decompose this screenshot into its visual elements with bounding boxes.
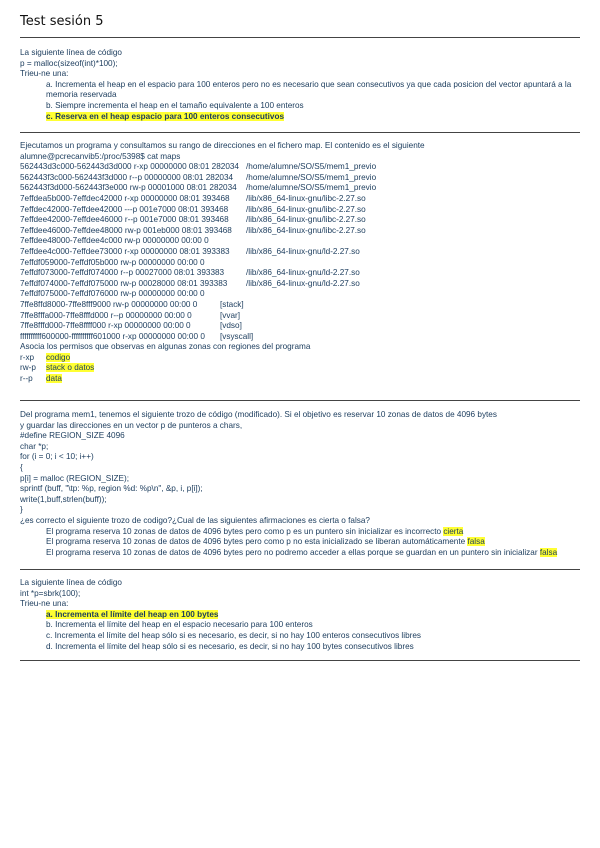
maps-row [20,311,586,322]
maps-row [20,215,586,226]
maps-row [20,205,586,216]
maps-address: 562443f3d000-562443f3e000 rw-p 00001000 08:01 282034 [20,183,237,193]
q3-intro: Del programa mem1, tenemos el siguiente trozo de código (modificado). Si el objetivo es reservar 10 zonas de datos de 4096 bytes [20,410,497,419]
maps-path: [stack] [220,299,244,309]
q1-instruction: Trieu-ne una: [20,69,69,79]
answer-falsa: falsa [539,547,558,557]
maps-row [20,332,586,343]
maps-row [20,321,586,332]
perm-region: stack o datos [46,363,95,373]
q1-intro: La siguiente línea de código [20,48,122,57]
maps-address: 7effdee4c000-7effdee73000 r-xp 00000000 08:01 393383 [20,246,230,256]
q1-option-c-answer: c. Reserva en el heap espacio para 100 enteros consecutivos [46,111,285,121]
code-line: p[i] = malloc (REGION_SIZE); [20,473,129,483]
q4-code: int *p=sbrk(100); [20,588,81,598]
maps-address: 7effdf073000-7effdf074000 r--p 00027000 08:01 393383 [20,268,225,278]
perm-flag: r-xp [20,352,35,362]
q2-assoc: Asocia los permisos que observas en algunas zonas con regiones del programa [20,342,311,352]
maps-path: /home/alumne/SO/S5/mem1_previo [246,183,377,193]
q1-option-a: a. Incrementa el heap en el espacio para 100 enteros pero no es necesario que sean consecutivos ya que cada posicion del vector apuntará a la [46,79,572,89]
maps-address: 7ffe8ffd8000-7ffe8fff9000 rw-p 00000000 00:00 0 [20,299,198,309]
q3-statement-2: El programa reserva 10 zonas de datos de 4096 bytes pero como p no esta inicializado se liberan automáticamente falsa [46,537,485,547]
code-line: sprintf (buff, "\tp: %p, region %d: %p\n", &p, i, p[i]); [20,484,203,494]
maps-path: /lib/x86_64-linux-gnu/libc-2.27.so [246,193,366,203]
divider [20,569,580,570]
q1-option-a-cont: memoria reservada [46,90,117,100]
q4-option-a-answer: a. Incrementa el límite del heap en 100 bytes [46,609,219,619]
question-4 [20,578,586,652]
maps-path: /lib/x86_64-linux-gnu/libc-2.27.so [246,215,366,225]
maps-address: 7effdee42000-7effdee46000 r--p 001e7000 08:01 393468 [20,215,229,225]
maps-row [20,226,586,237]
q4-option-b: b. Incrementa el límite del heap en el espacio necesario para 100 enteros [46,620,313,630]
q1-code: p = malloc(sizeof(int)*100); [20,58,118,68]
divider [20,37,580,38]
code-line: } [20,505,23,515]
maps-row [20,183,586,194]
q3-statement-1: El programa reserva 10 zonas de datos de 4096 bytes pero como p es un puntero sin inicializar es incorrecto cierta [46,526,464,536]
question-2 [20,141,586,385]
maps-path: /lib/x86_64-linux-gnu/ld-2.27.so [246,246,360,256]
divider [20,132,580,133]
maps-address: 7effdee48000-7effdee4c000 rw-p 00000000 00:00 0 [20,236,209,246]
q4-option-d: d. Incrementa el límite del heap sólo si es necesario, es decir, si no hay 100 bytes consecutivos libres [46,641,414,651]
divider [20,660,580,661]
maps-address: 562443f3c000-562443f3d000 r--p 00000000 08:01 282034 [20,172,234,182]
code-line: char *p; [20,441,49,451]
maps-address: 7ffe8fffd000-7ffe8ffff000 r-xp 00000000 00:00 0 [20,321,191,331]
q3-statement-3: El programa reserva 10 zonas de datos de 4096 bytes pero no podremo acceder a ellas porque se guardan en un puntero sin inicializar falsa [46,547,558,557]
perm-flag: rw-p [20,363,36,373]
maps-address: 7effdf059000-7effdf05b000 rw-p 00000000 00:00 0 [20,257,205,267]
q1-option-b: b. Siempre incrementa el heap en el tamaño equivalente a 100 enteros [46,100,304,110]
q4-option-c: c. Incrementa el límite del heap sólo si es necesario, es decir, si no hay 100 enteros consecutivos libres [46,630,422,640]
q4-intro: La siguiente línea de código [20,578,122,587]
maps-address: 7effdea5b000-7effdec42000 r-xp 00000000 08:01 393468 [20,193,230,203]
maps-path: /lib/x86_64-linux-gnu/libc-2.27.so [246,225,366,235]
maps-listing [20,162,586,342]
maps-row [20,194,586,205]
code-line: write(1,buff,strlen(buff)); [20,494,107,504]
q3-question: ¿es correcto el siguiente trozo de codigo?¿Cual de las siguientes afirmaciones es cierta o falsa? [20,515,370,525]
maps-address: 7effdf074000-7effdf075000 rw-p 00028000 08:01 393383 [20,278,228,288]
maps-row [20,300,586,311]
q3-intro-cont: y guardar las direcciones en un vector p de punteros a chars, [20,420,243,430]
maps-address: 7effdee46000-7effdee48000 rw-p 001eb000 08:01 393468 [20,225,232,235]
maps-row [20,236,586,247]
maps-row [20,258,586,269]
code-line: #define REGION_SIZE 4096 [20,431,125,441]
perm-region: data [46,374,62,384]
perms-list [20,353,586,385]
maps-row [20,279,586,290]
perm-region: codigo [46,352,71,362]
maps-row [20,268,586,279]
question-3 [20,410,586,558]
code-block [20,431,586,516]
maps-address: 7ffe8fffa000-7ffe8fffd000 r--p 00000000 00:00 0 [20,310,192,320]
perm-row [20,374,586,385]
maps-address: 7effdec42000-7effdee42000 ---p 001e7000 08:01 393468 [20,204,229,214]
page-title: Test sesión 5 [20,14,104,29]
maps-row [20,247,586,258]
maps-address: 562443d3c000-562443d3d000 r-xp 00000000 08:01 282034 [20,162,239,172]
answer-falsa: falsa [467,537,485,547]
maps-row [20,289,586,300]
maps-path: /lib/x86_64-linux-gnu/ld-2.27.so [246,278,360,288]
maps-path: /lib/x86_64-linux-gnu/libc-2.27.so [246,204,366,214]
code-line: for (i = 0; i < 10; i++) [20,452,94,462]
q4-instruction: Trieu-ne una: [20,599,69,609]
code-line: { [20,462,23,472]
maps-address: 7effdf075000-7effdf076000 rw-p 00000000 00:00 0 [20,289,205,299]
perm-flag: r--p [20,374,33,384]
maps-path: /home/alumne/SO/S5/mem1_previo [246,162,377,172]
question-1 [20,48,586,122]
answer-cierta: cierta [443,526,464,536]
maps-address: ffffffffff600000-ffffffffff601000 r-xp 00000000 00:00 0 [20,331,205,341]
perm-row [20,363,586,374]
maps-path: [vdso] [220,321,242,331]
maps-row [20,173,586,184]
maps-path: /home/alumne/SO/S5/mem1_previo [246,172,377,182]
maps-path: [vvar] [220,310,241,320]
perm-row [20,353,586,364]
q2-prompt: alumne@pcrecanvib5:/proc/5398$ cat maps [20,151,181,161]
maps-path: /lib/x86_64-linux-gnu/ld-2.27.so [246,268,360,278]
maps-row [20,162,586,173]
q2-intro: Ejecutamos un programa y consultamos su rango de direcciones en el fichero map. El contenido es el siguiente [20,141,425,150]
maps-path: [vsyscall] [220,331,254,341]
divider [20,400,580,401]
